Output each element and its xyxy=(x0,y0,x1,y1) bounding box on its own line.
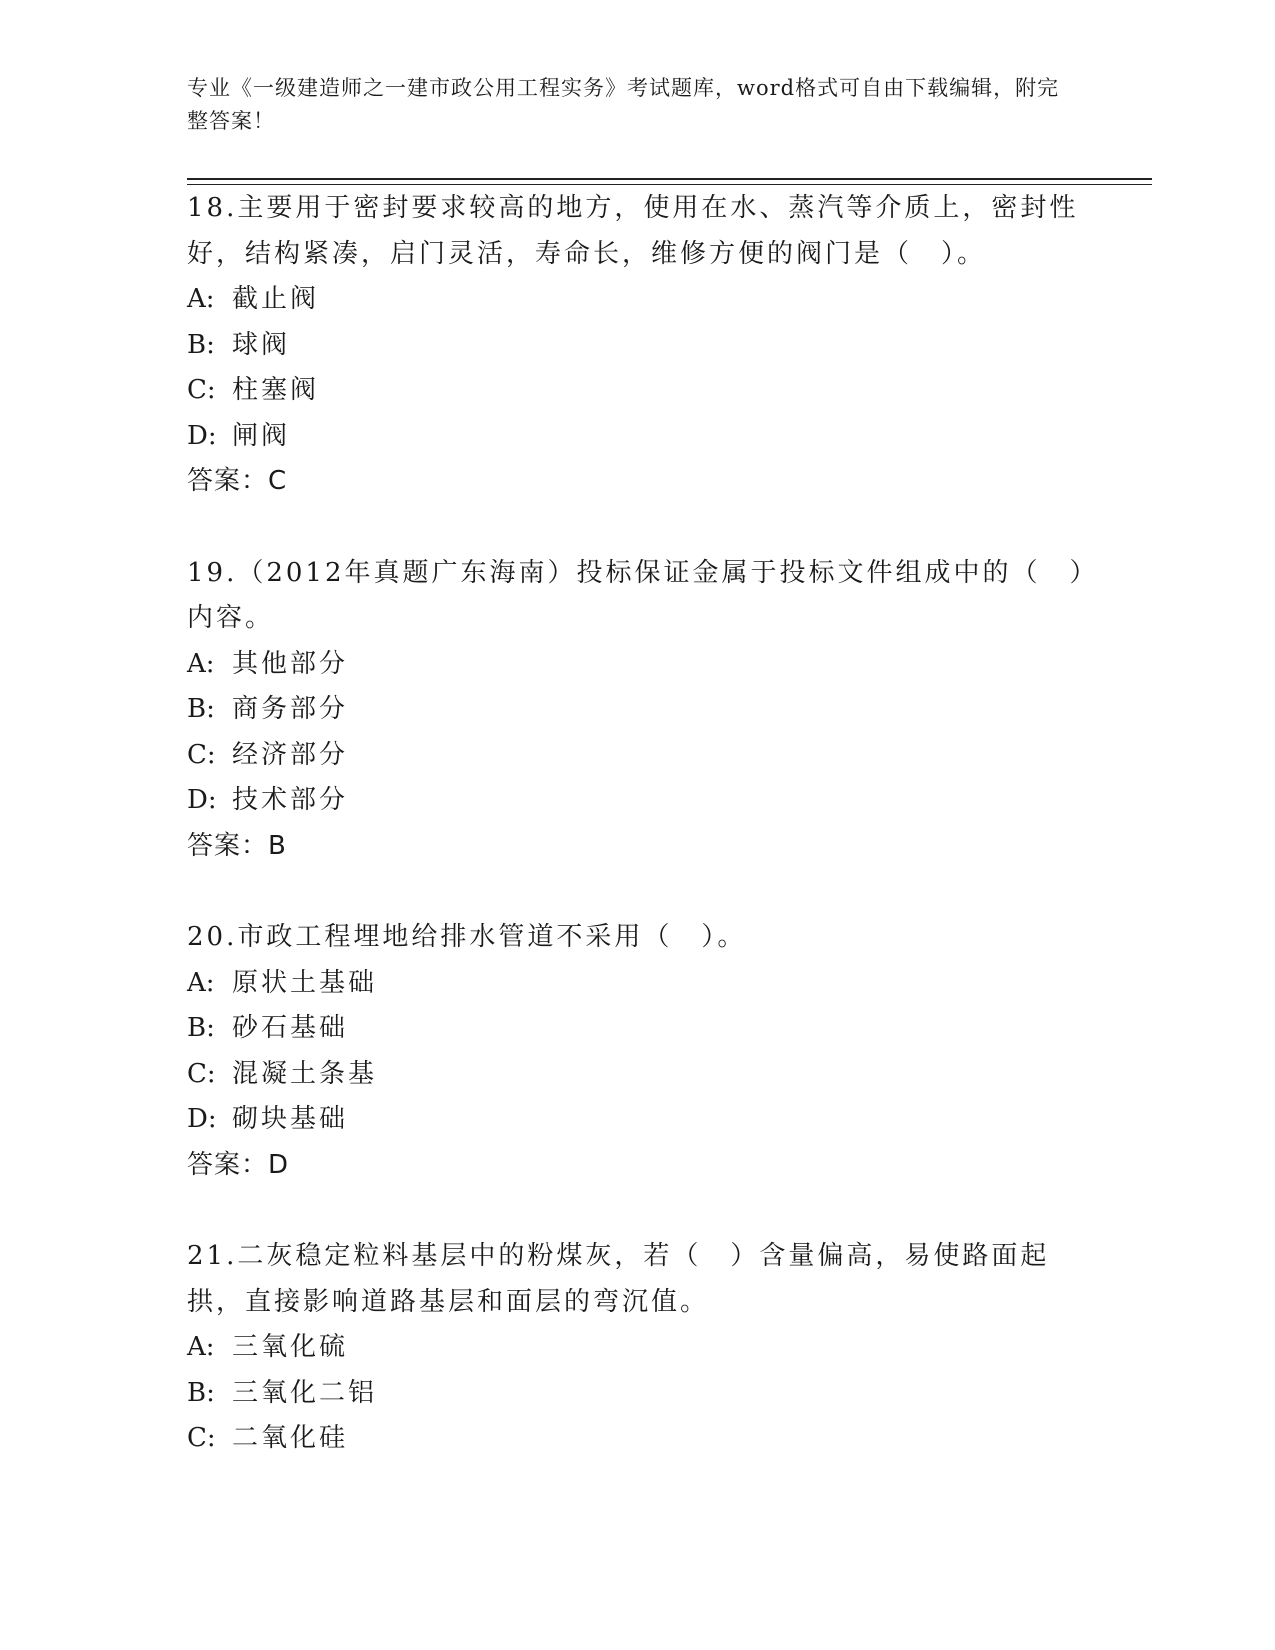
option-d xyxy=(187,1097,1087,1143)
question-list xyxy=(187,186,1087,1508)
option-d xyxy=(187,414,1087,460)
answer-line: 答案：D xyxy=(187,1149,290,1180)
question-19 xyxy=(187,551,1087,870)
option-text: 截止阀 xyxy=(232,284,320,314)
option-a xyxy=(187,961,1087,1007)
question-20 xyxy=(187,915,1087,1188)
option-text: 三氧化硫 xyxy=(232,1332,349,1362)
option-text: 其他部分 xyxy=(232,648,349,679)
option-b xyxy=(187,1371,1087,1417)
option-letter: C: xyxy=(187,375,216,405)
header-divider-thick xyxy=(187,178,1152,180)
option-letter: C: xyxy=(187,1423,216,1453)
option-c xyxy=(187,1052,1087,1098)
question-text: 20.市政工程埋地给排水管道不采用（ ）。 xyxy=(187,922,747,952)
option-d xyxy=(187,778,1087,824)
option-c xyxy=(187,368,1087,414)
option-c xyxy=(187,1416,1087,1462)
option-letter: A: xyxy=(187,1332,215,1362)
option-letter: A: xyxy=(187,284,215,314)
option-text: 砂石基础 xyxy=(232,1013,349,1043)
option-a xyxy=(187,642,1087,688)
option-letter: D: xyxy=(187,1104,217,1134)
option-letter: B: xyxy=(187,694,215,724)
option-text: 二氧化硅 xyxy=(232,1423,349,1453)
option-letter: A: xyxy=(187,967,215,998)
option-b xyxy=(187,1006,1087,1052)
answer-line: 答案：B xyxy=(187,830,287,861)
option-text: 球阀 xyxy=(232,329,291,360)
option-b xyxy=(187,687,1087,733)
option-text: 混凝土条基 xyxy=(232,1058,378,1089)
answer-line: 答案：C xyxy=(187,466,288,496)
option-text: 技术部分 xyxy=(232,785,349,815)
option-text: 商务部分 xyxy=(232,694,349,724)
question-text: 18.主要用于密封要求较高的地方，使用在水、蒸汽等介质上，密封性好，结构紧凑，启门灵活，寿命长，维修方便的阀门是（ ）。 xyxy=(187,193,1079,269)
option-letter: D: xyxy=(187,420,217,451)
option-text: 三氧化二铝 xyxy=(232,1377,378,1408)
option-text: 闸阀 xyxy=(232,420,291,451)
option-letter: B: xyxy=(187,1013,215,1043)
option-text: 经济部分 xyxy=(232,739,349,770)
option-b xyxy=(187,323,1087,369)
option-letter: D: xyxy=(187,785,217,815)
option-letter: B: xyxy=(187,329,215,360)
option-letter: B: xyxy=(187,1377,215,1408)
page-header: 专业《一级建造师之一建市政公用工程实务》考试题库，word格式可自由下载编辑，附完整答案！ xyxy=(187,76,1060,133)
option-a xyxy=(187,1325,1087,1371)
option-text: 砌块基础 xyxy=(232,1104,349,1134)
question-text: 21.二灰稳定粒料基层中的粉煤灰，若（ ）含量偏高，易使路面起拱，直接影响道路基层和面层的弯沉值。 xyxy=(187,1241,1050,1317)
option-text: 原状土基础 xyxy=(232,967,378,998)
option-a xyxy=(187,277,1087,323)
question-21 xyxy=(187,1234,1087,1462)
header-divider-thin xyxy=(187,184,1152,185)
option-letter: C: xyxy=(187,739,216,770)
question-text: 19.（2012年真题广东海南）投标保证金属于投标文件组成中的（ ）内容。 xyxy=(187,557,1086,633)
question-18 xyxy=(187,186,1087,505)
option-letter: C: xyxy=(187,1058,216,1089)
option-c xyxy=(187,733,1087,779)
option-text: 柱塞阀 xyxy=(232,375,320,405)
option-letter: A: xyxy=(187,648,215,679)
